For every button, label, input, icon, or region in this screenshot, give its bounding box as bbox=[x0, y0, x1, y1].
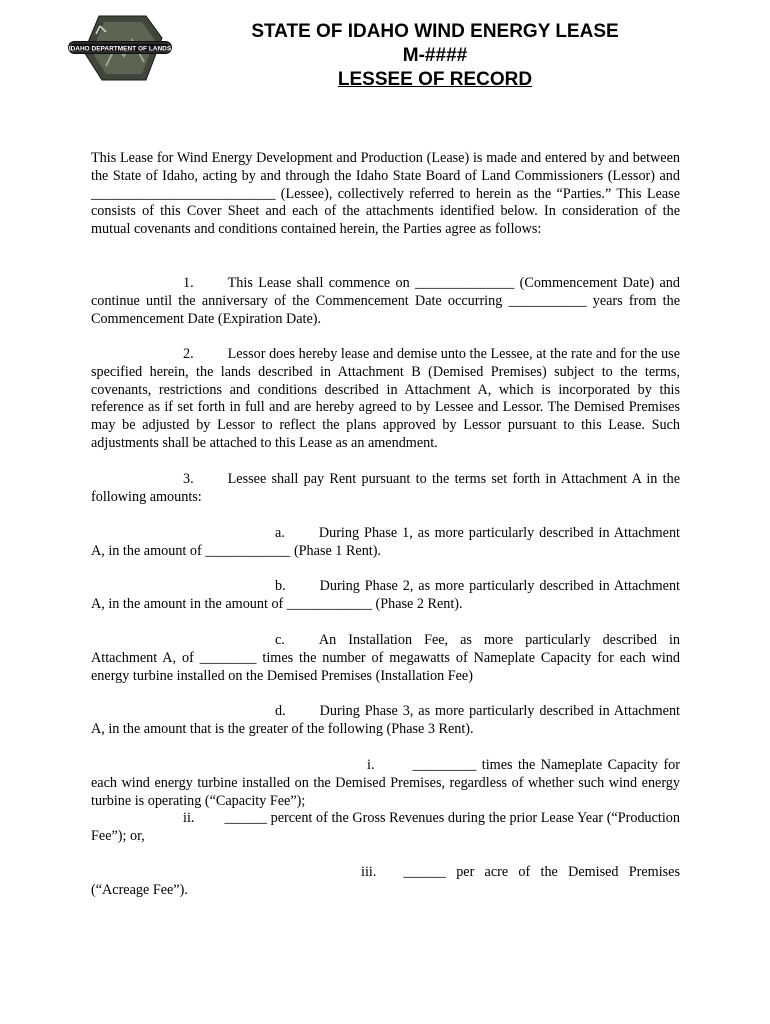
section-3-text: Lessee shall pay Rent pursuant to the terms set forth in Attachment A in the following amounts: bbox=[91, 471, 680, 505]
item-ii-text: ______ percent of the Gross Revenues during the prior Lease Year (“Production Fee”); or, bbox=[91, 810, 680, 844]
subsection-c-text: An Installation Fee, as more particularly described in Attachment A, of ________ times the number of megawatts of Nameplate Capacity for each wind energy turbine installed on the Demised Premises (Installation Fee) bbox=[91, 632, 680, 684]
item-i bbox=[91, 757, 680, 810]
subsection-b-text: During Phase 2, as more particularly described in Attachment A, in the amount in the amount of ____________ (Phase 2 Rent). bbox=[91, 578, 680, 612]
document-title bbox=[230, 20, 640, 92]
section-2-number: 2. bbox=[183, 346, 194, 362]
title-line-1: STATE OF IDAHO WIND ENERGY LEASE bbox=[251, 21, 619, 42]
item-i-text: _________ times the Nameplate Capacity for each wind energy turbine installed on the Demised Premises, regardless of whether such wind energy turbine is operating (“Capacity Fee”); bbox=[91, 757, 680, 809]
section-2-text: Lessor does hereby lease and demise unto the Lessee, at the rate and for the use specified herein, the lands described in Attachment B (Demised Premises) subject to the terms, covenants, restrictions and conditions described in Attachment A, which is incorporated by this reference as if set forth in full and are hereby agreed to by Lessee and Lessor. The Demised Premises may be adjusted by Lessor to reflect the plans approved by Lessor pursuant to this Lease. Such adjustments shall be attached to this Lease as an amendment. bbox=[91, 346, 680, 451]
subsection-a-text: During Phase 1, as more particularly described in Attachment A, in the amount of ____________ (Phase 1 Rent). bbox=[91, 525, 680, 559]
logo-text: IDAHO DEPARTMENT OF LANDS bbox=[68, 45, 172, 53]
intro-paragraph bbox=[91, 150, 680, 239]
section-1 bbox=[91, 275, 680, 328]
section-2 bbox=[91, 346, 680, 453]
subsection-a bbox=[91, 525, 680, 561]
title-line-2: M-#### bbox=[402, 45, 468, 66]
subsection-c-letter: c. bbox=[275, 632, 285, 648]
idaho-department-of-lands-logo bbox=[66, 12, 174, 84]
subsection-c bbox=[91, 632, 680, 685]
intro-text: This Lease for Wind Energy Development and Production (Lease) is made and entered by and between the State of Idaho, acting by and through the Idaho State Board of Land Commissioners (Lessor) and __________________________ (Lessee), collectively referred to herein as the “Parties.” This Lease consists of this Cover Sheet and each of the attachments identified below. In consideration of the mutual covenants and conditions contained herein, the Parties agree as follows: bbox=[91, 150, 680, 238]
item-iii-text: ______ per acre of the Demised Premises (“Acreage Fee”). bbox=[91, 864, 680, 898]
item-ii-numeral: ii. bbox=[183, 810, 195, 826]
section-3 bbox=[91, 471, 680, 507]
section-3-number: 3. bbox=[183, 471, 194, 487]
item-ii bbox=[91, 810, 680, 846]
subsection-d bbox=[91, 703, 680, 739]
item-i-numeral: i. bbox=[367, 757, 375, 773]
title-line-3: LESSEE OF RECORD bbox=[337, 69, 533, 90]
subsection-a-letter: a. bbox=[275, 525, 285, 541]
subsection-b-letter: b. bbox=[275, 578, 286, 594]
subsection-b bbox=[91, 578, 680, 614]
subsection-d-text: During Phase 3, as more particularly described in Attachment A, in the amount that is the greater of the following (Phase 3 Rent). bbox=[91, 703, 680, 737]
subsection-d-letter: d. bbox=[275, 703, 286, 719]
item-iii-numeral: iii. bbox=[361, 864, 377, 880]
section-1-text: This Lease shall commence on ______________ (Commencement Date) and continue until the anniversary of the Commencement Date occurring ___________ years from the Commencement Date (Expiration Date). bbox=[91, 275, 680, 327]
section-1-number: 1. bbox=[183, 275, 194, 291]
item-iii bbox=[91, 864, 680, 900]
